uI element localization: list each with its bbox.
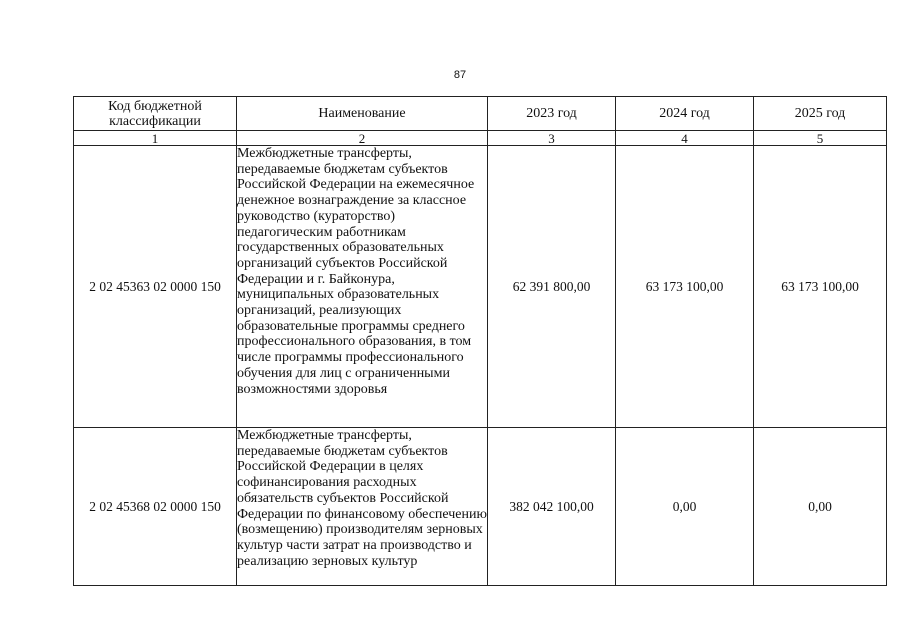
budget-code: 2 02 45368 02 0000 150 [74,428,237,586]
page-number: 87 [453,69,467,81]
column-number-row [74,131,887,146]
col-number-3: 3 [488,131,616,146]
header-2025: 2025 год [754,97,887,131]
item-name: Межбюджетные трансферты, передаваемые бюджетам субъектов Российской Федерации в целях софинансирования расходных обязательств субъектов Российской Федерации по финансовому обеспечению (возмещению) производителям зерновых культур части затрат на производство и реализацию зерновых культур [237,428,488,586]
value-2025: 0,00 [754,428,887,586]
col-number-4: 4 [616,131,754,146]
value-2023: 62 391 800,00 [488,146,616,428]
budget-table [73,96,887,586]
item-name: Межбюджетные трансферты, передаваемые бюджетам субъектов Российской Федерации на ежемесячное денежное вознаграждение за классное руководство (кураторство) педагогическим работникам государственных образовательных организаций субъектов Российской Федерации и г. Байконура, муниципальных образовательных организаций, реализующих образовательные программы среднего профессионального образования, в том числе программы профессионального обучения для лиц с ограниченными возможностями здоровья [237,146,488,428]
value-2025: 63 173 100,00 [754,146,887,428]
header-name: Наименование [237,97,488,131]
header-2023: 2023 год [488,97,616,131]
value-2024: 63 173 100,00 [616,146,754,428]
table-row [74,428,887,586]
budget-code: 2 02 45363 02 0000 150 [74,146,237,428]
col-number-1: 1 [74,131,237,146]
header-row [74,97,887,131]
header-code: Код бюджетной классификации [74,97,237,131]
value-2023: 382 042 100,00 [488,428,616,586]
col-number-2: 2 [237,131,488,146]
value-2024: 0,00 [616,428,754,586]
table-row [74,146,887,428]
header-2024: 2024 год [616,97,754,131]
col-number-5: 5 [754,131,887,146]
